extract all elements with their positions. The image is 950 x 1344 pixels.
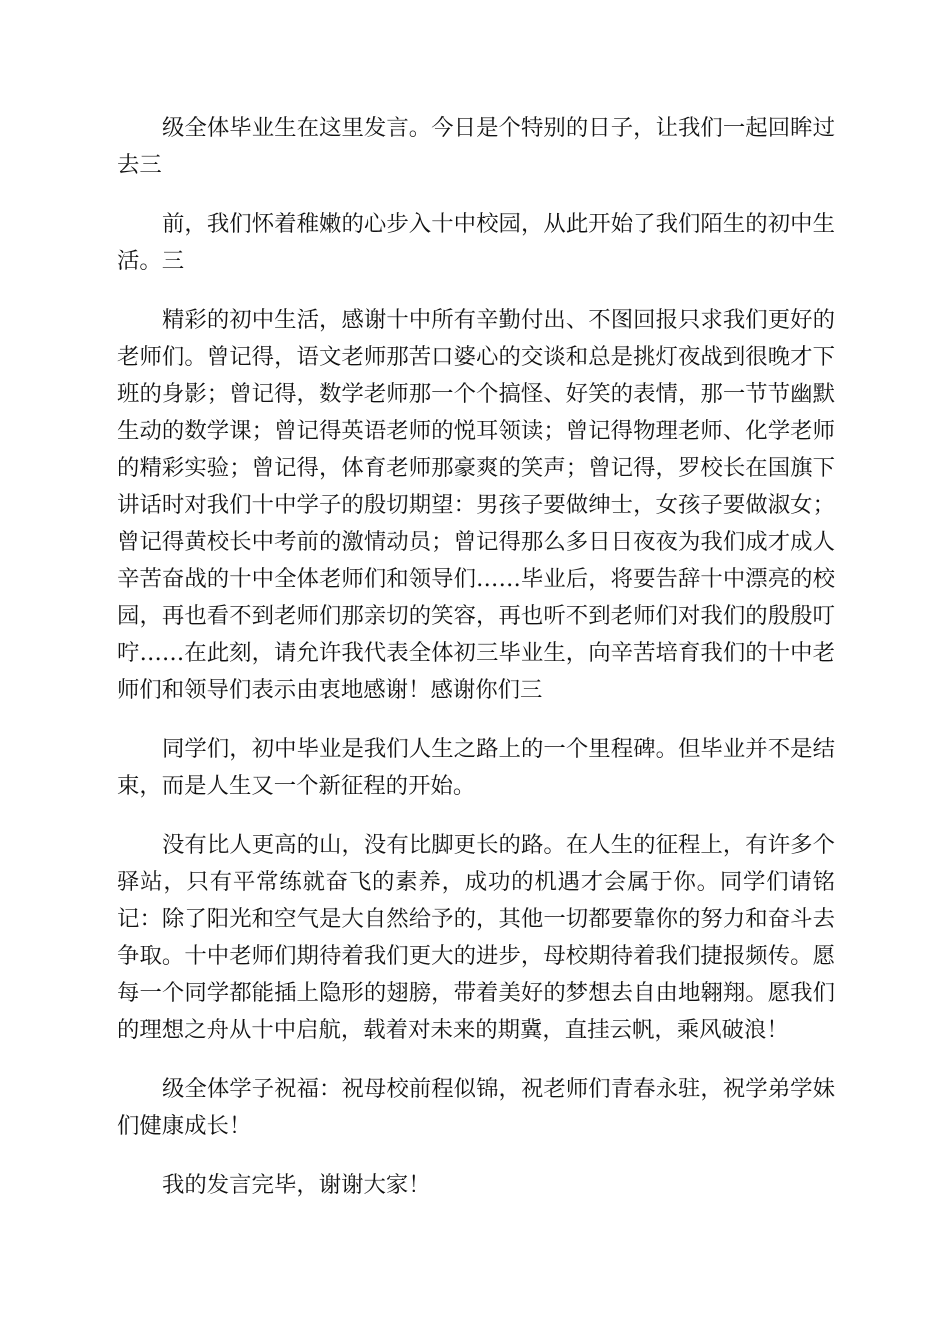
paragraph-3: 精彩的初中生活，感谢十中所有辛勤付出、不图回报只求我们更好的老师们。曾记得，语文老师那苦口婆心的交谈和总是挑灯夜战到很晚才下班的身影；曾记得，数学老师那一个个搞怪、好笑的表情，那一节节幽默生动的数学课；曾记得英语老师的悦耳领读；曾记得物理老师、化学老师的精彩实验；曾记得，体育老师那豪爽的笑声；曾记得，罗校长在国旗下讲话时对我们十中学子的殷切期望：男孩子要做绅士，女孩子要做淑女；曾记得黄校长中考前的激情动员；曾记得那么多日日夜夜为我们成才成人辛苦奋战的十中全体老师们和领导们……毕业后，将要告辞十中漂亮的校园，再也看不到老师们那亲切的笑容，再也听不到老师们对我们的殷殷叮咛……在此刻，请允许我代表全体初三毕业生，向辛苦培育我们的十中老师们和领导们表示由衷地感谢！感谢你们三 xyxy=(117,307,835,703)
paragraph-1: 级全体毕业生在这里发言。今日是个特别的日子，让我们一起回眸过去三 xyxy=(117,115,835,178)
paragraph-5: 没有比人更高的山，没有比脚更长的路。在人生的征程上，有许多个驿站，只有平常练就奋飞的素养，成功的机遇才会属于你。同学们请铭记：除了阳光和空气是大自然给予的，其他一切都要靠你的努力和奋斗去争取。十中老师们期待着我们更大的进步，母校期待着我们捷报频传。愿每一个同学都能插上隐形的翅膀，带着美好的梦想去自由地翱翔。愿我们的理想之舟从十中启航，载着对未来的期冀，直挂云帆，乘风破浪！ xyxy=(117,832,835,1043)
paragraph-7: 我的发言完毕，谢谢大家！ xyxy=(162,1172,431,1198)
document-body xyxy=(117,110,835,1226)
paragraph-4: 同学们，初中毕业是我们人生之路上的一个里程碑。但毕业并不是结束，而是人生又一个新征程的开始。 xyxy=(117,736,835,799)
paragraph-6: 级全体学子祝福：祝母校前程似锦，祝老师们青春永驻，祝学弟学妹们健康成长！ xyxy=(117,1076,835,1139)
paragraph-2: 前，我们怀着稚嫩的心步入十中校园，从此开始了我们陌生的初中生活。三 xyxy=(117,211,835,274)
